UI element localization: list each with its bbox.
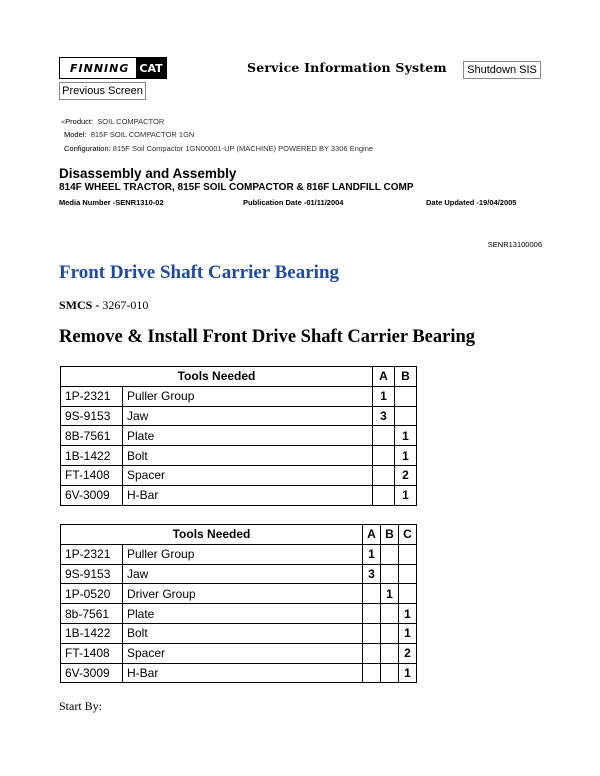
qty-a [363, 643, 381, 663]
qty-a [373, 446, 395, 466]
table-row [61, 386, 417, 406]
qty-b [395, 386, 417, 406]
previous-screen-button[interactable]: Previous Screen [59, 82, 146, 100]
qty-a: 3 [363, 564, 381, 584]
qty-c: 2 [399, 643, 417, 663]
table-header-tools: Tools Needed [61, 367, 373, 387]
start-by-text: Start By: [59, 699, 103, 713]
part-name: Puller Group [123, 386, 373, 406]
part-number: 9S-9153 [61, 406, 123, 426]
qty-b [381, 643, 399, 663]
qty-b: 1 [395, 485, 417, 505]
part-name: H-Bar [123, 663, 363, 683]
qty-a: 3 [373, 406, 395, 426]
part-name: Bolt [123, 446, 373, 466]
model-value: 815F SOIL COMPACTOR 1GN [90, 130, 195, 139]
part-name: Spacer [123, 643, 363, 663]
tools-table-1 [60, 366, 417, 506]
table-row [61, 426, 417, 446]
qty-b [381, 623, 399, 643]
cat-logo-mark: CAT [136, 58, 166, 78]
section-title: Remove & Install Front Drive Shaft Carrier Bearing [59, 327, 476, 347]
qty-c: 1 [399, 604, 417, 624]
part-number: 1B-1422 [61, 623, 123, 643]
qty-b [381, 604, 399, 624]
qty-b [381, 564, 399, 584]
table-row [61, 564, 417, 584]
part-name: Puller Group [123, 544, 363, 564]
qty-c: 1 [399, 663, 417, 683]
logo-brand: FINNING [70, 61, 130, 75]
table-row [61, 604, 417, 624]
table-header-a: A [373, 367, 395, 387]
part-name: Driver Group [123, 584, 363, 604]
part-number: 1P-2321 [61, 544, 123, 564]
part-number: 8B-7561 [61, 426, 123, 446]
qty-b [381, 544, 399, 564]
qty-a [373, 465, 395, 485]
qty-a [363, 604, 381, 624]
configuration-value: 815F Soil Compactor 1GN00001-UP (MACHINE) POWERED BY 3306 Engine [112, 144, 374, 153]
configuration-key: Configuration: [64, 144, 111, 153]
table-row [61, 544, 417, 564]
model-key: Model: [64, 130, 87, 139]
part-number: FT-1408 [61, 465, 123, 485]
table-row [61, 663, 417, 683]
configuration-line [64, 144, 373, 153]
table-row [61, 623, 417, 643]
part-name: Spacer [123, 465, 373, 485]
qty-a [363, 663, 381, 683]
table-row [61, 406, 417, 426]
table-row [61, 485, 417, 505]
part-number: 9S-9153 [61, 564, 123, 584]
part-name: Jaw [123, 406, 373, 426]
qty-a [363, 623, 381, 643]
qty-b: 2 [395, 465, 417, 485]
smcs-label: SMCS - [59, 298, 100, 312]
part-number: 1B-1422 [61, 446, 123, 466]
table-header-row [61, 525, 417, 545]
qty-a [373, 485, 395, 505]
part-number: FT-1408 [61, 643, 123, 663]
back-arrow-icon[interactable]: « [61, 117, 66, 126]
product-value: SOIL COMPACTOR [97, 117, 165, 126]
table-header-a: A [363, 525, 381, 545]
table-header-row [61, 367, 417, 387]
qty-b: 1 [395, 446, 417, 466]
part-number: 6V-3009 [61, 485, 123, 505]
tools-table-2 [60, 524, 417, 683]
part-name: Plate [123, 426, 373, 446]
part-name: Bolt [123, 623, 363, 643]
part-name: Jaw [123, 564, 363, 584]
part-number: 8b-7561 [61, 604, 123, 624]
smcs-value: 3267-010 [102, 298, 149, 312]
qty-b: 1 [395, 426, 417, 446]
article-title: Front Drive Shaft Carrier Bearing [59, 262, 340, 283]
qty-a [363, 584, 381, 604]
qty-c: 1 [399, 623, 417, 643]
doc-subheading: 814F WHEEL TRACTOR, 815F SOIL COMPACTOR & 816F LANDFILL COMP [59, 182, 414, 193]
part-number: 1P-0520 [61, 584, 123, 604]
qty-c [399, 564, 417, 584]
product-key: Product: [65, 117, 94, 126]
table-header-b: B [395, 367, 417, 387]
qty-c [399, 584, 417, 604]
qty-b [395, 406, 417, 426]
qty-b: 1 [381, 584, 399, 604]
publication-date: Publication Date -01/11/2004 [243, 198, 344, 207]
shutdown-sis-button[interactable]: Shutdown SIS [463, 61, 541, 79]
table-row [61, 465, 417, 485]
table-row [61, 643, 417, 663]
part-number: 1P-2321 [61, 386, 123, 406]
model-line [64, 130, 194, 139]
table-header-c: C [399, 525, 417, 545]
part-number: 6V-3009 [61, 663, 123, 683]
table-header-tools: Tools Needed [61, 525, 363, 545]
part-name: H-Bar [123, 485, 373, 505]
table-header-b: B [381, 525, 399, 545]
part-name: Plate [123, 604, 363, 624]
document-id: SENR13100006 [487, 240, 542, 249]
qty-b [381, 663, 399, 683]
qty-a: 1 [363, 544, 381, 564]
product-line [61, 117, 164, 126]
finning-cat-logo [59, 57, 167, 79]
smcs-code [59, 298, 148, 313]
table-row [61, 446, 417, 466]
qty-a [373, 426, 395, 446]
system-title: Service Information System [247, 60, 447, 75]
qty-a: 1 [373, 386, 395, 406]
date-updated: Date Updated -19/04/2005 [426, 198, 517, 207]
qty-c [399, 544, 417, 564]
table-row [61, 584, 417, 604]
doc-heading: Disassembly and Assembly [59, 166, 237, 181]
media-number: Media Number -SENR1310-02 [59, 198, 164, 207]
